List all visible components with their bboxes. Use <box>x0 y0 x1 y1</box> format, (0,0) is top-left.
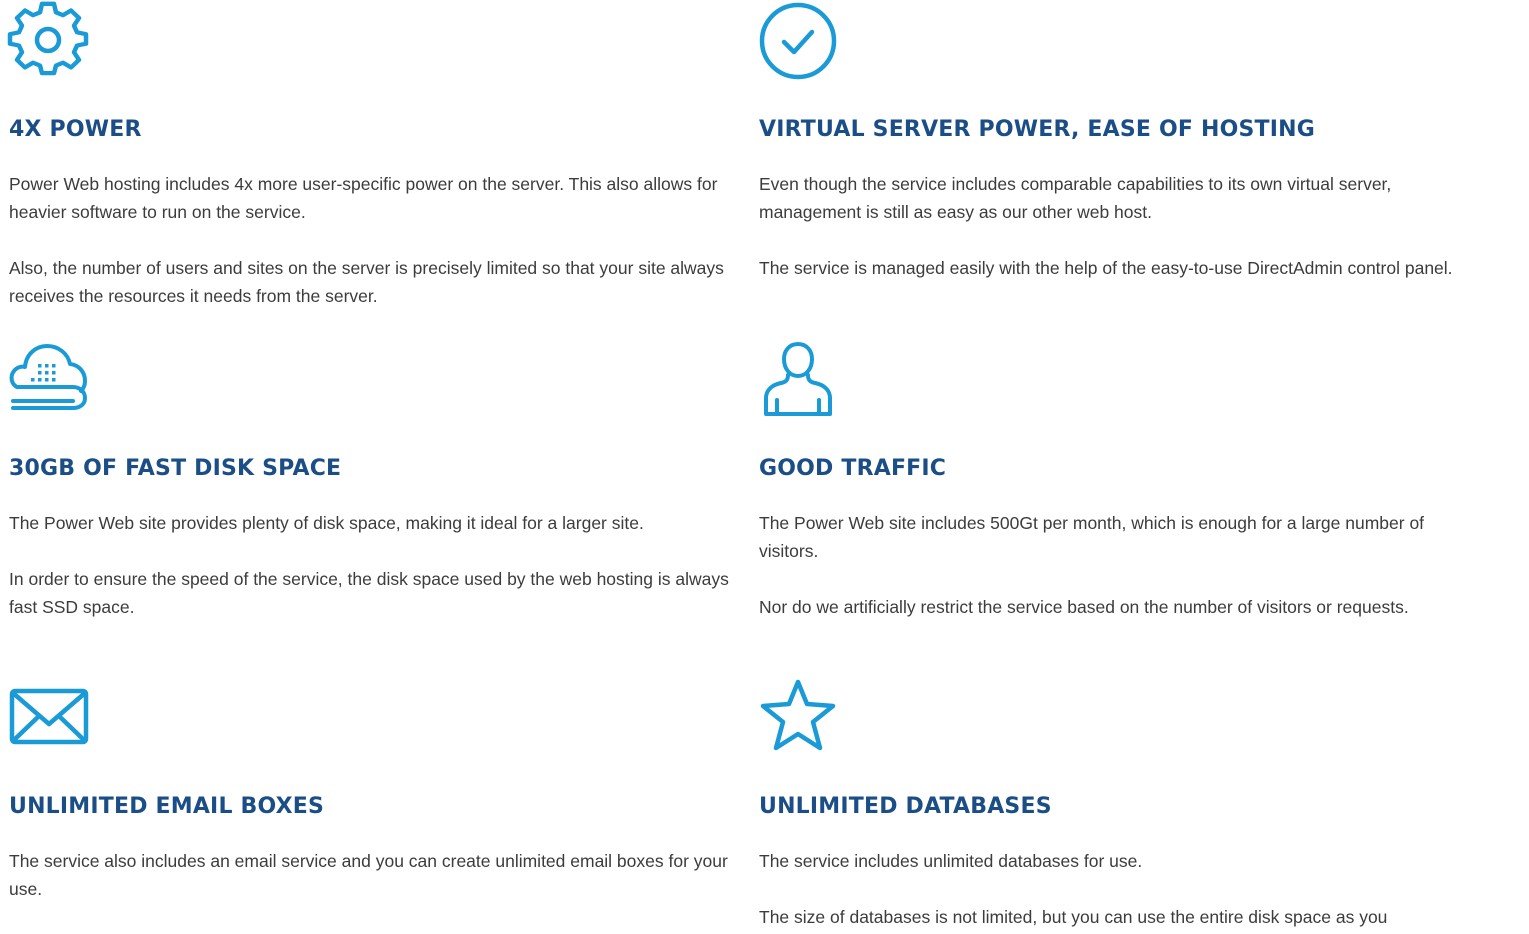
feature-description: The service includes unlimited databases for use. <box>759 851 1143 871</box>
feature-title: UNLIMITED EMAIL BOXES <box>9 794 325 819</box>
gear-icon <box>9 2 89 82</box>
feature-description: Power Web hosting includes 4x more user-specific power on the server. This also allows for heavier software to run on the service. <box>9 174 718 222</box>
feature-description: The service also includes an email service and you can create unlimited email boxes for your use. <box>9 851 728 899</box>
feature-description: The size of databases is not limited, but you can use the entire disk space as you <box>759 907 1388 927</box>
check-circle-icon <box>759 2 839 82</box>
cloud-server-icon <box>9 340 89 420</box>
feature-description: The Power Web site includes 500Gt per month, which is enough for a large number of visitors. <box>759 513 1425 561</box>
feature-description: Nor do we artificially restrict the service based on the number of visitors or requests. <box>759 597 1409 617</box>
feature-title: VIRTUAL SERVER POWER, EASE OF HOSTING <box>759 117 1316 142</box>
star-icon <box>759 678 839 758</box>
feature-title: GOOD TRAFFIC <box>759 456 947 481</box>
feature-description: The service is managed easily with the help of the easy-to-use DirectAdmin control panel. <box>759 258 1453 278</box>
feature-title: 30GB OF FAST DISK SPACE <box>9 456 342 481</box>
user-icon <box>759 340 839 420</box>
feature-title: 4X POWER <box>9 117 142 142</box>
feature-description: Even though the service includes comparable capabilities to its own virtual server, management is still as easy as our other web host. <box>759 174 1392 222</box>
feature-description: The Power Web site provides plenty of disk space, making it ideal for a larger site. <box>9 513 644 533</box>
feature-title: UNLIMITED DATABASES <box>759 794 1052 819</box>
envelope-icon <box>9 688 89 768</box>
feature-description: Also, the number of users and sites on the server is precisely limited so that your site always receives the resources it needs from the server. <box>9 258 724 306</box>
feature-description: In order to ensure the speed of the service, the disk space used by the web hosting is always fast SSD space. <box>9 569 729 617</box>
